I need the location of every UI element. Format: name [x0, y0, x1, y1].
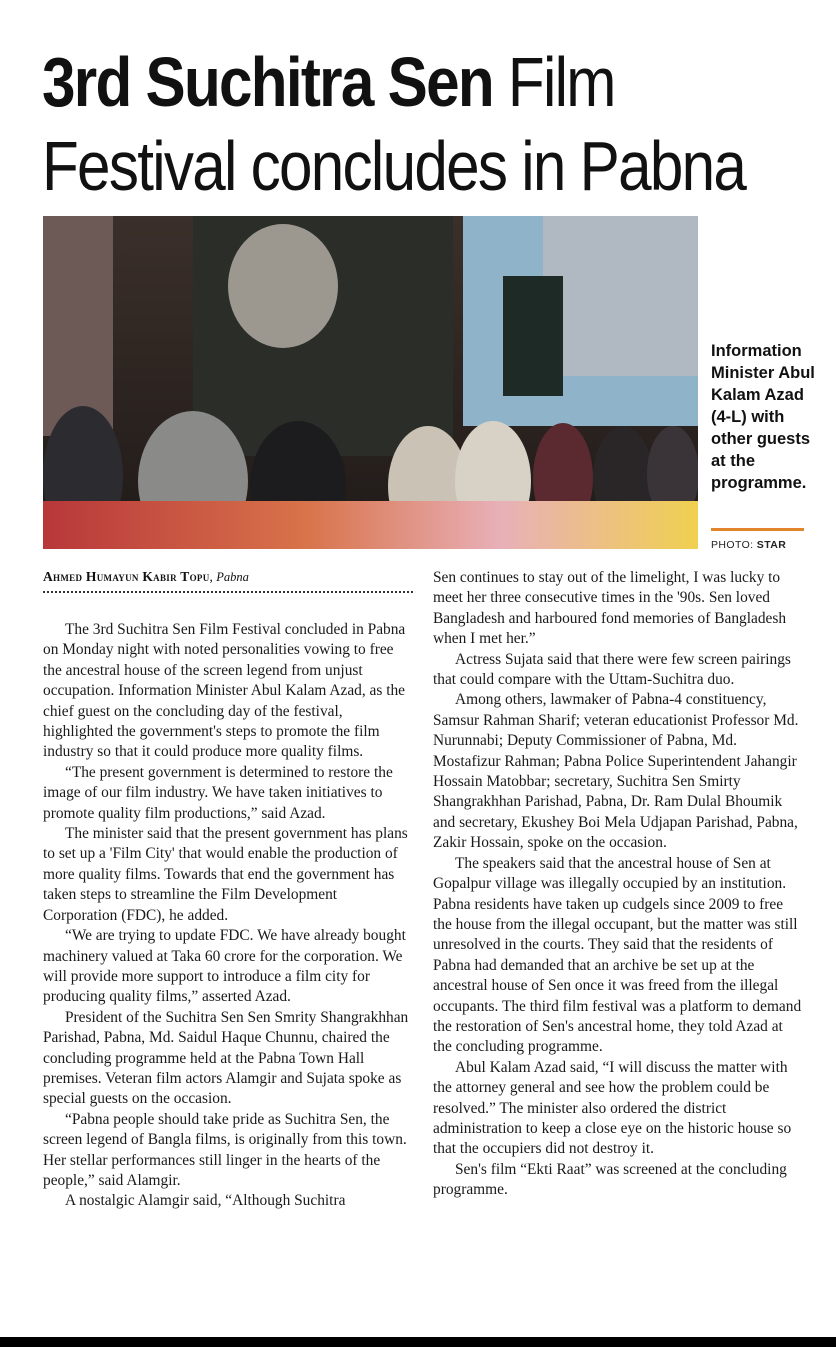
article-paragraph: The speakers said that the ancestral house of Sen at Gopalpur village was illegally occupied by an institution. Pabna residents have taken up cudgels since 2009 to free the house from the illegal occupant, but the matter was still unresolved in the courts. They said that the residents of Pabna had demanded that an archive be set up at the ancestral house of Sen once it was freed from the illegal occupants. The third film festival was a platform to demand the restoration of Sen's ancestral home, they told Azad at the concluding programme.	[433, 854, 802, 1056]
photo-credit	[711, 539, 786, 551]
photo-curtain-left	[43, 216, 113, 436]
photo-caption: Information Minister Abul Kalam Azad (4-L) with other guests at the programme.	[711, 342, 815, 492]
byline-divider	[43, 591, 413, 593]
article-paragraph: Among others, lawmaker of Pabna-4 constituency, Samsur Rahman Sharif; veteran educationist Professor Md. Nurunnabi; Deputy Commissioner of Pabna, Md. Mostafizur Rahman; Pabna Police Superintendent Jahangir Hossain Matobbar; secretary, Suchitra Sen Smirty Shangrakhhan Parishad, Pabna, Dr. Ram Dulal Bhoumik and secretary, Ekushey Boi Mela Udjapan Parishad, Pabna, Zakir Hossain, spoke on the occasion.	[433, 691, 799, 852]
article-paragraph: A nostalgic Alamgir said, “Although Suchitra	[65, 1192, 346, 1210]
article-paragraph: “The present government is determined to restore the image of our film industry. We have taken initiatives to promote quality film productions,” said Azad.	[43, 763, 393, 822]
article-paragraph: Sen's film “Ekti Raat” was screened at the concluding programme.	[433, 1160, 787, 1199]
article-paragraph: Sen continues to stay out of the limelight, I was lucky to meet her three consecutive times in the '90s. Sen loved Bangladesh and harboured fond memories of Bangladesh when I met her.”	[433, 569, 787, 648]
article-paragraph: The 3rd Suchitra Sen Film Festival concluded in Pabna on Monday night with noted personalities vowing to free the ancestral house of the screen legend from unjust occupation. Information Minister Abul Kalam Azad, as the chief guest on the concluding day of the festival, highlighted the government's steps to promote the film industry so that it could produce more quality films.	[43, 621, 406, 761]
byline	[43, 569, 413, 585]
photo-portrait	[228, 224, 338, 348]
byline-separator: ,	[209, 569, 213, 584]
article-paragraph: Actress Sujata said that there were few screen pairings that could compare with the Uttam-Suchitra duo.	[433, 650, 791, 689]
photo-poster	[503, 276, 563, 396]
news-photo	[43, 216, 698, 549]
headline-line1-rest: Film	[492, 43, 615, 121]
headline-bold: 3rd Suchitra Sen	[42, 43, 493, 121]
photo-tent-stripes	[543, 216, 698, 376]
byline-author: Ahmed Humayun Kabir Topu	[43, 569, 210, 584]
article-paragraph: The minister said that the present government has plans to set up a 'Film City' that would enable the production of more quality films. Towards that end the government has taken steps to streamline the Film Development Corporation (FDC), he added.	[43, 825, 408, 924]
article-paragraph: “We are trying to update FDC. We have already bought machinery valued at Taka 60 crore for the corporation. We will provide more support to introduce a film city for producing quality films,” asserted Azad.	[43, 927, 406, 1006]
bottom-border	[0, 1337, 836, 1347]
photo-flower-table	[43, 501, 698, 549]
article-paragraph: President of the Suchitra Sen Sen Smrity Shangrakhhan Parishad, Pabna, Md. Saidul Haque Chunnu, chaired the concluding programme held at the Pabna Town Hall premises. Veteran film actors Alamgir and Sujata spoke as special guests on the occasion.	[43, 1008, 409, 1108]
photo-credit-label: PHOTO:	[711, 539, 754, 551]
article-paragraph: Abul Kalam Azad said, “I will discuss the matter with the attorney general and see how the problem could be resolved.” The minister also ordered the district administration to keep a close eye on the historic house so that the occupiers did not destroy it.	[433, 1058, 792, 1158]
article-column-1	[43, 620, 415, 1212]
article-column-2	[433, 568, 805, 1201]
headline	[42, 40, 746, 208]
caption-rule	[711, 528, 804, 531]
article-paragraph: “Pabna people should take pride as Suchitra Sen, the screen legend of Bangla films, is originally from this town. Her stellar performances still linger in the hearts of the people,” said Alamgir.	[43, 1110, 407, 1189]
byline-location: Pabna	[216, 570, 249, 584]
photo-credit-source: STAR	[756, 539, 787, 551]
headline-line2: Festival concludes in Pabna	[42, 127, 746, 205]
